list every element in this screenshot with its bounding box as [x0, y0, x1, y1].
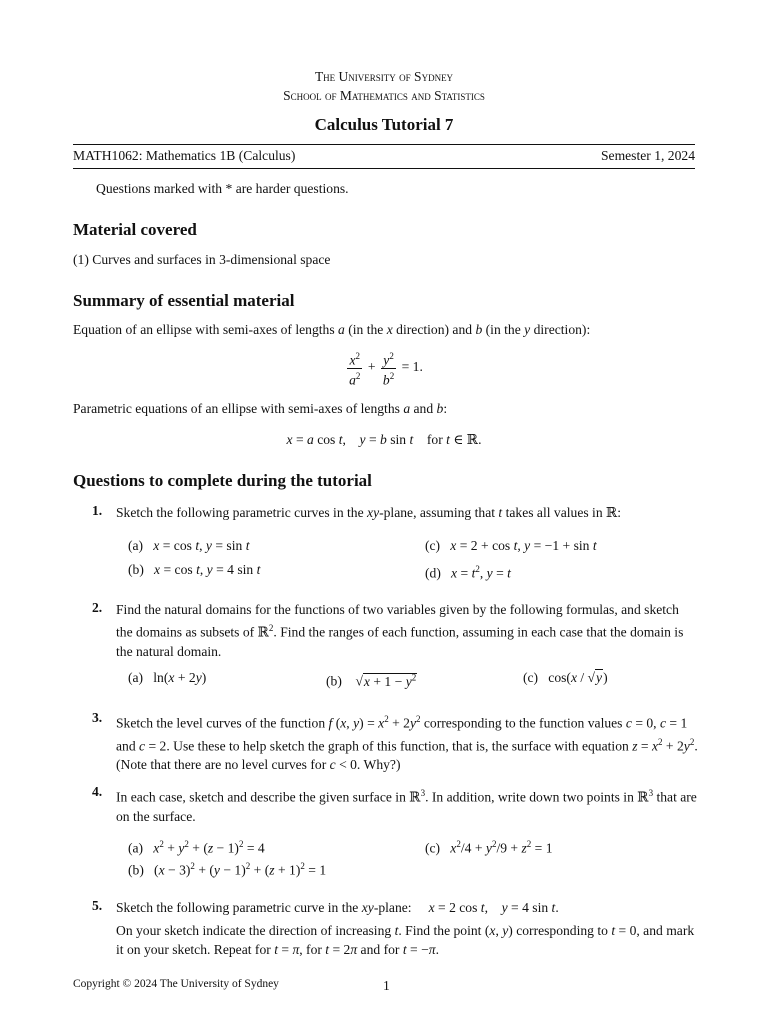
question-3-text: Sketch the level curves of the function f (x, $y) = x^2 + 2y^2$ corresponding to the function values c = 0, c = 1 and c = 2. Use these to help sketch the graph of this function, that is, the surface with equation $z = x^2 + 2y^2$. (Note that there are no level curves for c < 0. Why?) — [116, 714, 698, 773]
university-name: The University of Sydney — [314, 69, 454, 84]
question-1-text: Sketch the following parametric curves in the xy-plane, assuming that t takes all values in ℝ: — [116, 505, 622, 520]
question-5-followup: On your sketch indicate the direction of increasing t. Find the point (x, y) corresponding to t = 0, and mark it on your sketch. Repeat for t = π, for t = 2π and for t = −π. — [116, 923, 695, 957]
harder-questions-note: Questions marked with * are harder questions. — [96, 181, 349, 196]
question-2-text: Find the natural domains for the functions of two variables given by the following formulas, and sketch the domains as subsets of ℝ$^2$. Find the ranges of each function, assuming in each case that the domain is the natural domain. — [116, 602, 684, 659]
summary-heading: Summary of essential material — [73, 291, 295, 310]
question-number: 2. — [92, 600, 103, 615]
parametric-intro: Parametric equations of an ellipse with semi-axes of lengths a and b: — [73, 401, 448, 416]
course-code: MATH1062: Mathematics 1B (Calculus) — [73, 148, 296, 163]
q1-part-a: (a) x = cos t, y = sin t — [128, 538, 250, 553]
header-rule-bottom — [73, 168, 695, 169]
q1-part-c: (c) x = 2 + cos t, y = −1 + sin t — [425, 538, 597, 553]
ellipse-equation: $\frac{x^2}{a^2}$ + $\frac{y^2}{b^2}$ = 1. — [349, 351, 423, 388]
q4-part-a: (a) $x^2 + y^2 + (z - 1)^2 = 4$ — [128, 839, 265, 856]
material-item: (1) Curves and surfaces in 3-dimensional space — [73, 252, 331, 267]
q2-part-a: (a) ln(x + 2y) — [128, 670, 207, 685]
q2-part-c: (c) cos(x / √y) — [523, 670, 608, 685]
q4-part-b: (b) $(x - 3)^2 + (y - 1)^2 + (z + 1)^2 = 1$ — [128, 861, 327, 878]
copyright: Copyright © 2024 The University of Sydney — [73, 978, 279, 990]
ellipse-equation-intro: Equation of an ellipse with semi-axes of lengths a (in the x direction) and b (in the y direction): — [73, 322, 591, 337]
q2-part-b: (b) $√x + 1 - y^2$ — [326, 672, 417, 689]
question-number: 3. — [92, 710, 103, 725]
question-5-text: Sketch the following parametric curve in the xy-plane: x = 2 cos t, y = 4 sin t. — [116, 900, 559, 915]
q1-part-d: (d) $x = t^2$, y = t — [425, 564, 511, 581]
question-4-text: In each case, sketch and describe the given surface in ℝ$^3$. In addition, write down two points in ℝ$^3$ that are on the surface. — [116, 788, 697, 824]
page-title: Calculus Tutorial 7 — [314, 115, 454, 134]
parametric-equation: x = a cos t, y = b sin t for t ∈ ℝ. — [286, 432, 482, 447]
school-name: School of Mathematics and Statistics — [283, 88, 485, 103]
q1-part-b: (b) x = cos t, y = 4 sin t — [128, 562, 261, 577]
q4-part-c: (c) $x^2/4 + y^2/9 + z^2 = 1$ — [425, 839, 553, 856]
question-number: 1. — [92, 503, 103, 518]
questions-heading: Questions to complete during the tutorial — [73, 471, 372, 490]
question-number: 4. — [92, 784, 103, 799]
page-number: 1 — [383, 978, 390, 993]
header-rule-top — [73, 144, 695, 145]
question-number: 5. — [92, 898, 103, 913]
material-covered-heading: Material covered — [73, 220, 197, 239]
semester: Semester 1, 2024 — [600, 148, 695, 163]
